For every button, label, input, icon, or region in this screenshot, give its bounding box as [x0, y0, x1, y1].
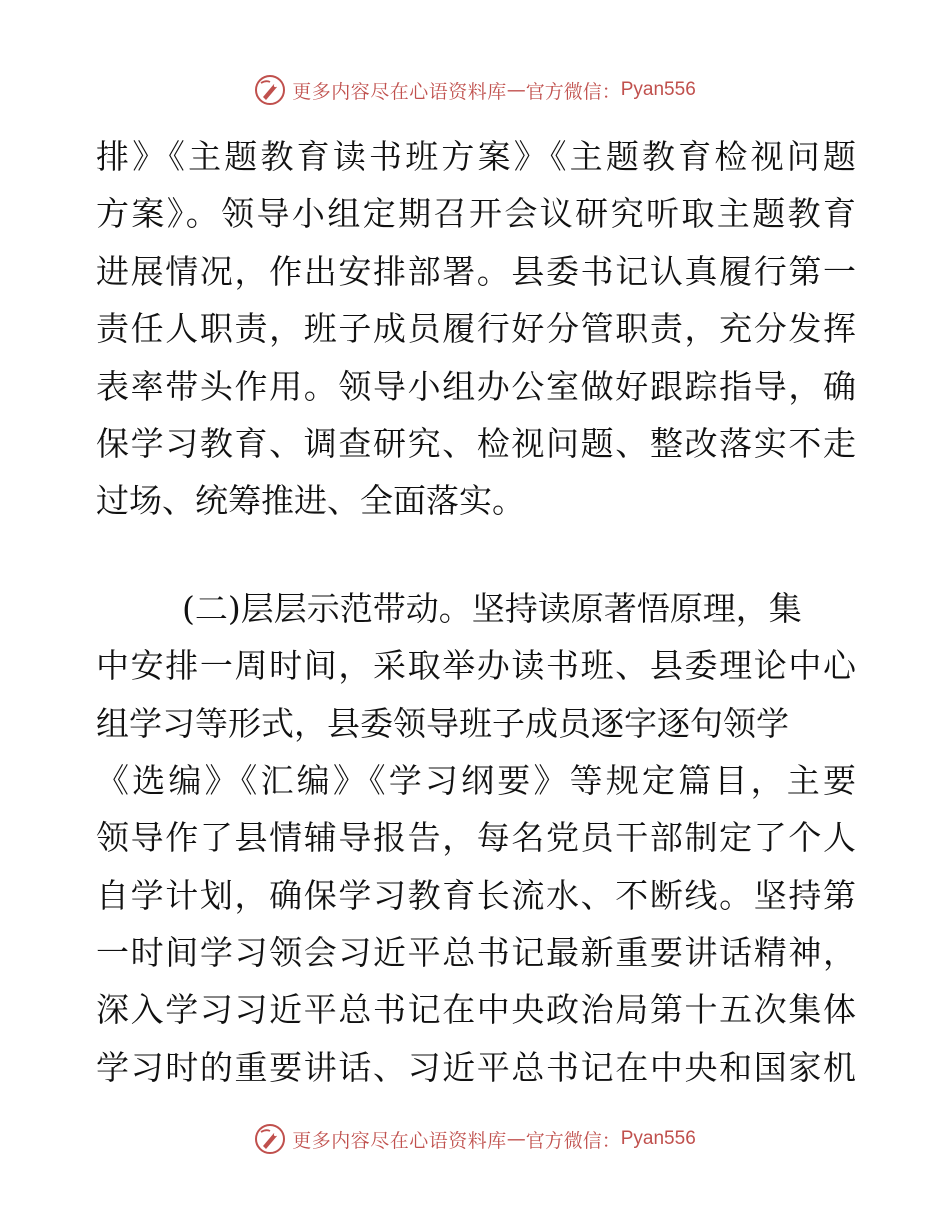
- banner-wechat-id: Pyan556: [620, 1128, 696, 1149]
- banner-separator: —: [506, 1128, 526, 1150]
- banner-promo-text: 更多内容尽在心语资料库: [292, 1129, 507, 1152]
- text-line: 责任人职责，班子成员履行好分管职责，充分发挥: [96, 309, 856, 349]
- banner-wechat-label: 官方微信：: [525, 80, 621, 103]
- pen-nib-seal-icon: [254, 1123, 286, 1155]
- text-line: 学习时的重要讲话、习近平总书记在中央和国家机: [96, 1047, 856, 1087]
- paragraph-gap: [96, 530, 856, 580]
- banner-wechat-id: Pyan556: [620, 79, 696, 100]
- text-line: 《选编》《汇编》《学习纲要》等规定篇目，主要: [96, 760, 856, 800]
- text-line: 方案》。领导小组定期召开会议研究听取主题教育: [96, 194, 856, 234]
- text-line: 进展情况，作出安排部署。县委书记认真履行第一: [96, 251, 856, 291]
- text-line: 保学习教育、调查研究、检视问题、整改落实不走: [96, 423, 856, 463]
- banner-promo-text: 更多内容尽在心语资料库: [292, 80, 507, 103]
- pen-nib-seal-icon: [254, 74, 286, 106]
- text-line: 自学计划，确保学习教育长流水、不断线。坚持第: [96, 875, 856, 915]
- text-line: 排》《主题教育读书班方案》《主题教育检视问题: [96, 137, 856, 176]
- text-line: 领导作了县情辅导报告，每名党员干部制定了个人: [96, 818, 856, 858]
- footer-watermark-banner: [0, 1121, 950, 1157]
- text-line: 表率带头作用。领导小组办公室做好跟踪指导，确: [96, 366, 856, 406]
- body-text: [96, 128, 856, 1096]
- text-line: 一时间学习领会习近平总书记最新重要讲话精神，: [96, 933, 856, 973]
- text-line: 过场、统筹推进、全面落实。: [96, 481, 525, 521]
- text-line: 中安排一周时间，采取举办读书班、县委理论中心: [96, 646, 856, 686]
- header-watermark-banner: [0, 72, 950, 108]
- text-line-content: (二)层层示范带动。坚持读原著悟原理，集: [182, 588, 802, 628]
- banner-wechat-label: 官方微信：: [525, 1129, 621, 1152]
- text-line: 深入学习习近平总书记在中央政治局第十五次集体: [96, 990, 856, 1030]
- banner-separator: —: [506, 79, 526, 101]
- text-line-indented: [96, 580, 856, 637]
- text-line: 组学习等形式，县委领导班子成员逐字逐句领学: [96, 703, 789, 743]
